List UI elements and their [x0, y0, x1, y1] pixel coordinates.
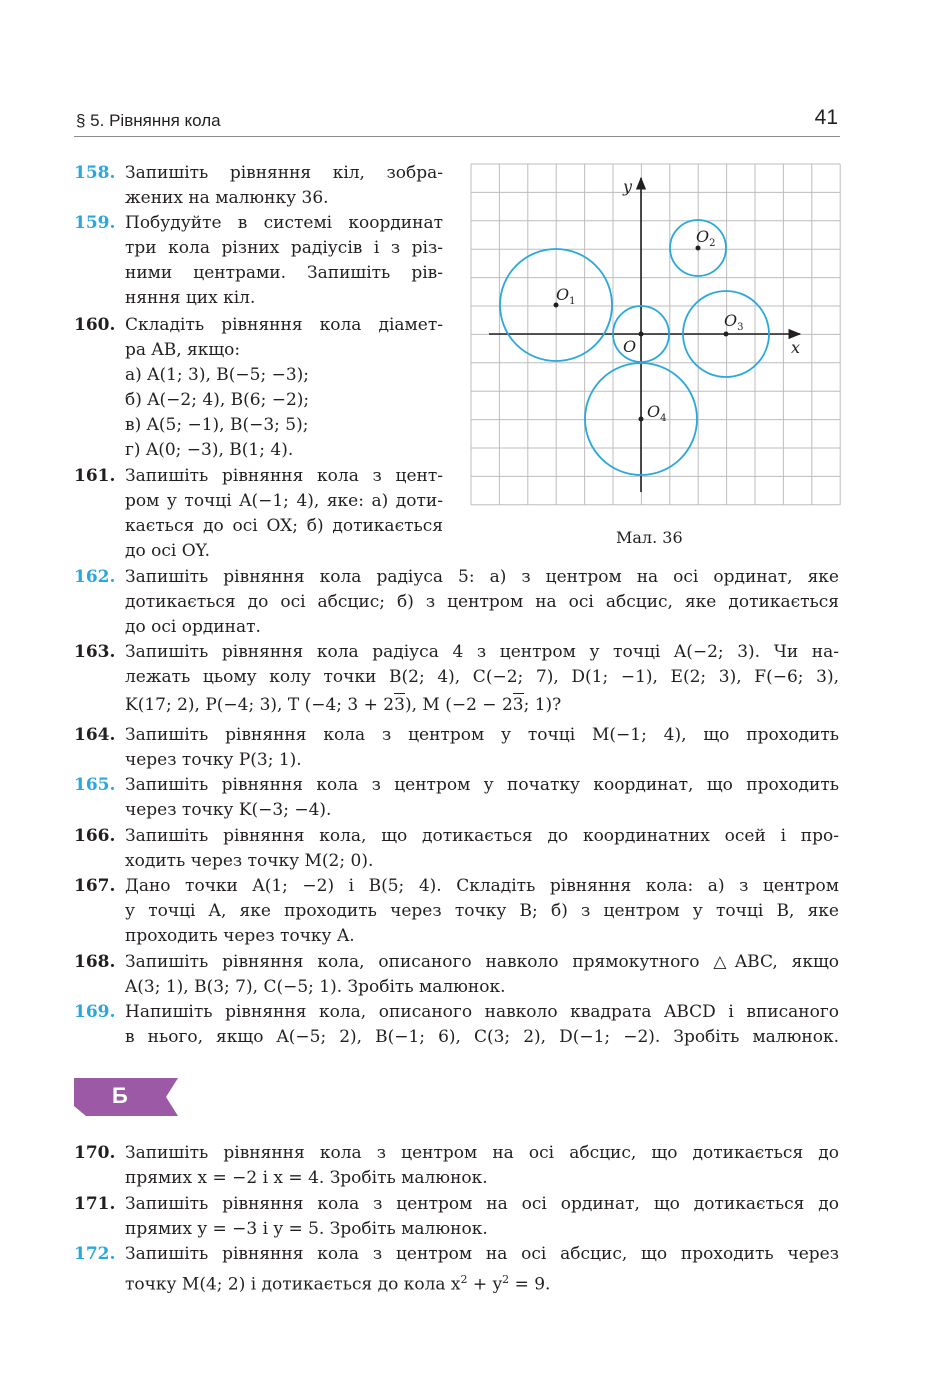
center-o3-dot — [724, 332, 729, 337]
exercise-number: 170. — [74, 1143, 116, 1163]
section-title: § 5. Рівняння кола — [76, 111, 221, 130]
center-o2-label: $O_2$ — [696, 227, 716, 249]
center-o4-dot — [639, 417, 644, 422]
exercise-text-line: дотикається до осі абсцис; б) з центром на осі абсцис, яке дотикається — [125, 592, 839, 612]
coordinate-figure — [467, 162, 841, 508]
exercise-text-line: Складіть рівняння кола діамет- — [125, 315, 443, 335]
origin-dot — [639, 332, 644, 337]
exercise-text-line: Запишіть рівняння кола радіуса 4 з центром у точці A(−2; 3). Чи на- — [125, 642, 839, 662]
exercise-number: 158. — [74, 163, 116, 183]
exercise-text-line: в) A(5; −1), B(−3; 5); — [125, 415, 309, 435]
exercise-number: 162. — [74, 567, 116, 587]
exercise-164 — [74, 723, 839, 773]
exercise-text-line: Дано точки A(1; −2) і B(5; 4). Складіть рівняння кола: а) з центром — [125, 876, 839, 896]
exercise-text-line: ром у точці A(−1; 4), яке: а) доти- — [125, 491, 443, 511]
exercise-167 — [74, 874, 839, 949]
exercise-text-line: Запишіть рівняння кола радіуса 5: а) з центром на осі ординат, яке — [125, 567, 839, 587]
exercise-text-line: до осі OY. — [125, 541, 211, 561]
exercise-158 — [74, 161, 443, 211]
exercise-text-line: точку M(4; 2) і дотикається до кола $x^2 + y^2 = 9$. — [125, 1273, 551, 1295]
exercise-166 — [74, 824, 839, 874]
exercise-text-line: до осі ординат. — [125, 617, 261, 637]
exercise-number: 159. — [74, 213, 116, 233]
exercise-text-line: лежать цьому колу точки B(2; 4), C(−2; 7), D(1; −1), E(2; 3), F(−6; 3), — [125, 667, 839, 687]
exercise-163 — [74, 640, 839, 718]
exercise-number: 172. — [74, 1244, 116, 1264]
exercise-172 — [74, 1242, 839, 1298]
origin-label: O — [623, 337, 637, 356]
center-o1-label: $O_1$ — [556, 285, 576, 307]
exercise-165 — [74, 773, 839, 823]
exercise-text-line: через точку K(−3; −4). — [125, 800, 332, 820]
exercise-169 — [74, 1000, 839, 1050]
exercise-text-line: в нього, якщо A(−5; 2), B(−1; 6), C(3; 2), D(−1; −2). Зробіть малюнок. — [125, 1027, 839, 1047]
exercise-171 — [74, 1192, 839, 1242]
exercise-number: 161. — [74, 466, 116, 486]
exercise-168 — [74, 950, 839, 1000]
exercise-number: 171. — [74, 1194, 116, 1214]
exercise-text-line: Запишіть рівняння кола з центром на осі абсцис, що дотикається до — [125, 1143, 839, 1163]
header-divider — [74, 136, 840, 137]
figure-caption: Мал. 36 — [616, 528, 683, 547]
exercise-text-line: три кола різних радіусів і з різ- — [125, 238, 443, 258]
exercise-text-line: Запишіть рівняння кола, що дотикається до координатних осей і про- — [125, 826, 839, 846]
exercise-text-line: прямих y = −3 і y = 5. Зробіть малюнок. — [125, 1219, 488, 1239]
exercise-text-line: а) A(1; 3), B(−5; −3); — [125, 365, 310, 385]
exercise-text-line: г) A(0; −3), B(1; 4). — [125, 440, 294, 460]
x-axis-label: x — [791, 338, 801, 357]
exercise-text-line: ходить через точку M(2; 0). — [125, 851, 374, 871]
exercise-number: 160. — [74, 315, 116, 335]
exercise-text-line: прямих x = −2 і x = 4. Зробіть малюнок. — [125, 1168, 488, 1188]
exercise-162 — [74, 565, 839, 640]
exercise-number: 167. — [74, 876, 116, 896]
exercise-160 — [74, 313, 443, 463]
exercise-170 — [74, 1141, 839, 1191]
exercise-text-line: ними центрами. Запишіть рів- — [125, 263, 443, 283]
section-badge-label: Б — [112, 1083, 128, 1108]
exercise-text-line: через точку P(3; 1). — [125, 750, 302, 770]
exercise-text-line: няння цих кіл. — [125, 288, 256, 308]
exercise-number: 165. — [74, 775, 116, 795]
y-axis-label: y — [623, 177, 633, 196]
exercise-text-line: Запишіть рівняння кіл, зобра- — [125, 163, 443, 183]
center-o2-dot — [696, 246, 701, 251]
page-number: 41 — [814, 106, 838, 129]
exercise-text-line: A(3; 1), B(3; 7), C(−5; 1). Зробіть малюнок. — [125, 977, 506, 997]
exercise-number: 164. — [74, 725, 116, 745]
exercise-text-line: Напишіть рівняння кола, описаного навколо квадрата ABCD і вписаного — [125, 1002, 839, 1022]
exercise-text-line: Запишіть рівняння кола з центром на осі абсцис, що проходить через — [125, 1244, 839, 1264]
center-o4-label: $O_4$ — [647, 402, 667, 424]
exercise-161 — [74, 464, 443, 564]
exercise-text-line: Запишіть рівняння кола з центром на осі ординат, що дотикається до — [125, 1194, 839, 1214]
exercise-text-line: б) A(−2; 4), B(6; −2); — [125, 390, 310, 410]
exercise-text-line: Запишіть рівняння кола з цент- — [125, 466, 443, 486]
exercise-number: 166. — [74, 826, 116, 846]
exercise-number: 169. — [74, 1002, 116, 1022]
exercise-text-line: жених на малюнку 36. — [125, 188, 329, 208]
exercise-text-line: проходить через точку A. — [125, 926, 355, 946]
exercise-text-line: Запишіть рівняння кола з центром у початку координат, що проходить — [125, 775, 839, 795]
exercise-text-line: Запишіть рівняння кола з центром у точці M(−1; 4), що проходить — [125, 725, 839, 745]
exercise-text-line: K(17; 2), P(−4; 3), T (−4; 3 + 23), M (−2 − 23; 1)? — [125, 695, 562, 715]
exercise-text-line: кається до осі OX; б) дотикається — [125, 516, 443, 536]
exercise-text-line: у точці A, яке проходить через точку B; б) з центром у точці B, яке — [125, 901, 839, 921]
center-o3-label: $O_3$ — [724, 311, 744, 333]
exercise-159 — [74, 211, 443, 311]
exercise-text-line: Запишіть рівняння кола, описаного навколо прямокутного △ABC, якщо — [125, 952, 839, 972]
exercise-number: 163. — [74, 642, 116, 662]
exercise-number: 168. — [74, 952, 116, 972]
exercise-text-line: ра AB, якщо: — [125, 340, 241, 360]
exercise-text-line: Побудуйте в системі координат — [125, 213, 443, 233]
